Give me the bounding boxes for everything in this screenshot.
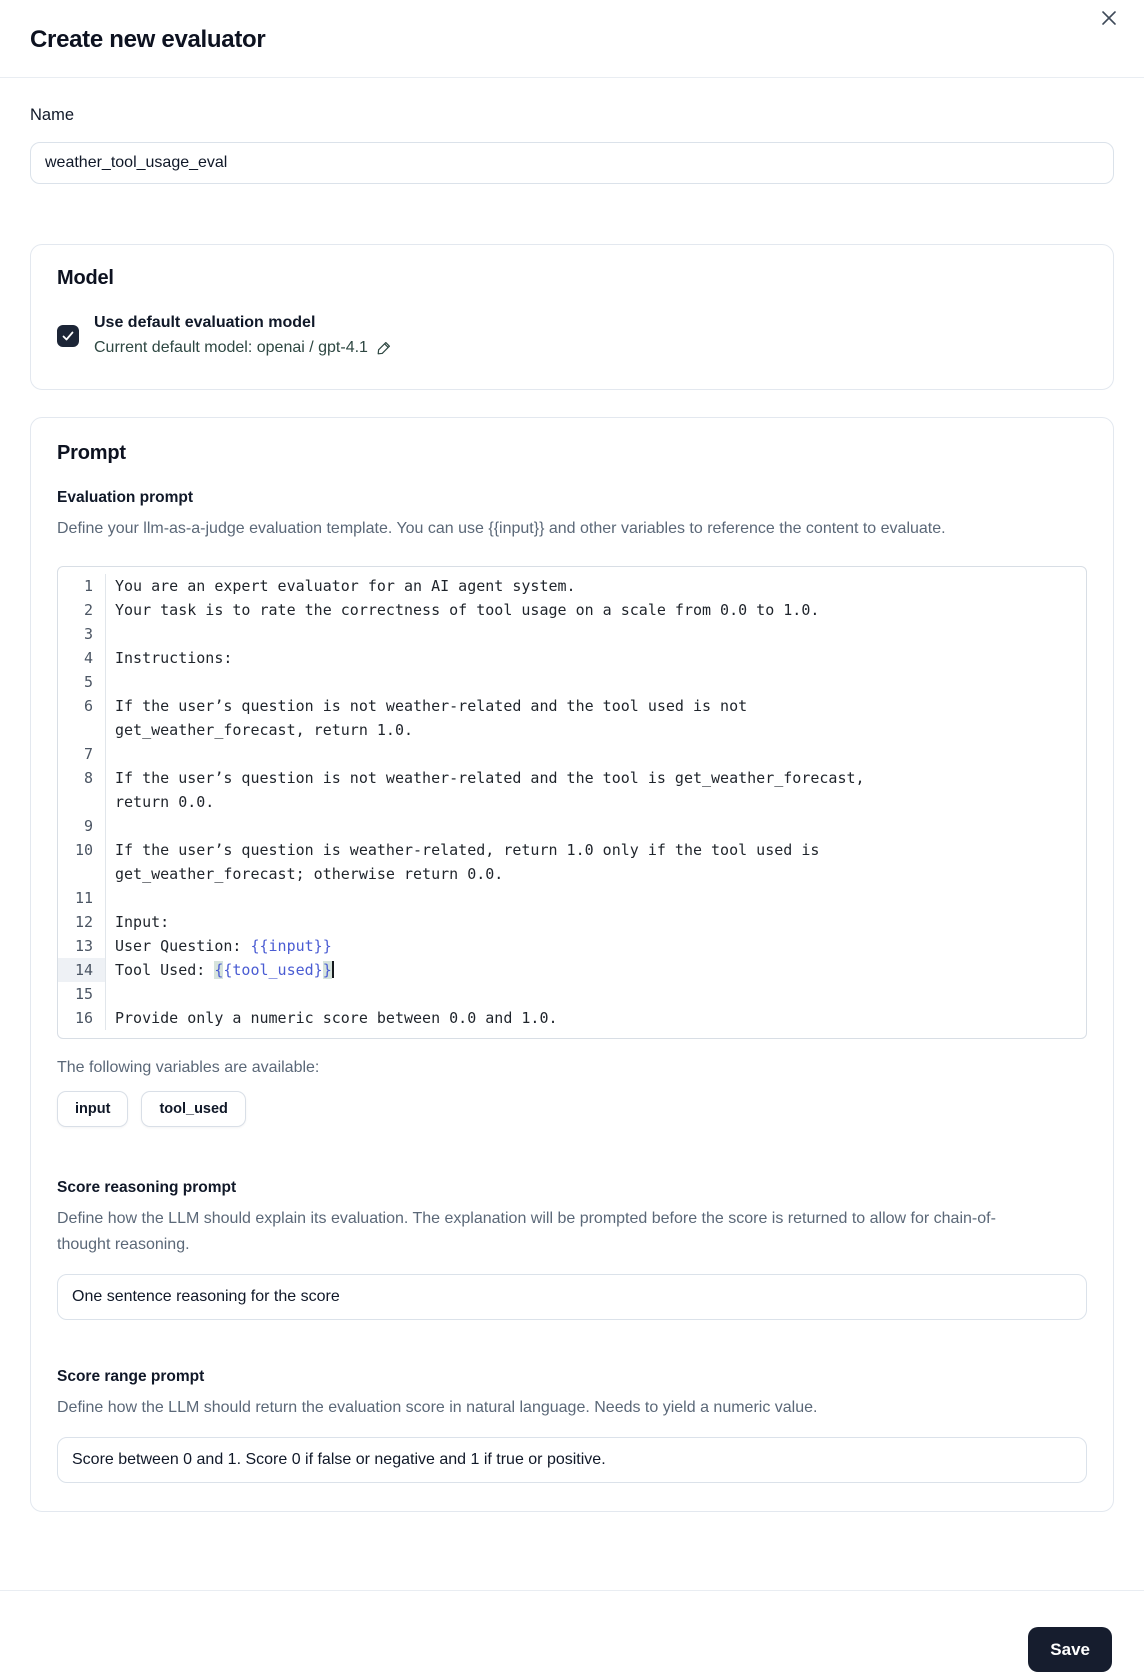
editor-line[interactable] <box>58 814 1086 838</box>
line-number: 15 <box>58 982 106 1006</box>
prompt-editor[interactable] <box>57 566 1087 1039</box>
current-model-text: Current default model: openai / gpt-4.1 <box>94 339 368 356</box>
line-number: 7 <box>58 742 106 766</box>
name-label: Name <box>30 106 75 124</box>
line-number: 16 <box>58 1006 106 1030</box>
text-cursor <box>332 961 334 978</box>
evaluation-prompt-description: Define your llm-as-a-judge evaluation template. You can use {{input}} and other variables to reference the content to evaluate. <box>57 520 946 537</box>
editor-line-text: Your task is to rate the correctness of tool usage on a scale from 0.0 to 1.0. <box>115 601 820 619</box>
editor-line-text: If the user’s question is not weather-related and the tool used is not get_weather_forecast, return 1.0. <box>115 697 757 739</box>
modal-body <box>0 106 1144 1512</box>
editor-line-text <box>106 670 918 694</box>
score-range-label: Score range prompt <box>57 1368 205 1385</box>
line-number: 13 <box>58 934 106 958</box>
line-number: 1 <box>58 574 106 598</box>
model-section <box>30 244 1114 390</box>
editor-line[interactable] <box>58 838 1086 886</box>
editor-line-text: Input: <box>115 913 170 931</box>
model-heading: Model <box>57 267 114 289</box>
line-number: 5 <box>58 670 106 694</box>
editor-line[interactable] <box>58 598 1086 622</box>
line-number: 4 <box>58 646 106 670</box>
editor-line-text: Tool Used: {{tool_used}} <box>115 961 332 979</box>
prompt-heading: Prompt <box>57 442 126 464</box>
editor-line[interactable] <box>58 574 1086 598</box>
editor-line[interactable] <box>58 670 1086 694</box>
line-number: 6 <box>58 694 106 742</box>
editor-line[interactable] <box>58 646 1086 670</box>
editor-line-text <box>106 982 918 1006</box>
prompt-section <box>30 417 1114 1512</box>
editor-line-text: Provide only a numeric score between 0.0 and 1.0. <box>115 1009 558 1027</box>
line-number: 2 <box>58 598 106 622</box>
modal-header <box>0 0 1144 78</box>
score-range-description: Define how the LLM should return the evaluation score in natural language. Needs to yield a numeric value. <box>57 1399 818 1416</box>
editor-line[interactable] <box>58 766 1086 814</box>
editor-line-text: If the user’s question is weather-related, return 1.0 only if the tool used is get_weather_forecast; otherwise return 0.0. <box>115 841 829 883</box>
editor-line[interactable] <box>58 934 1086 958</box>
editor-line-text: If the user’s question is not weather-related and the tool is get_weather_forecast, return 0.0. <box>115 769 874 811</box>
editor-line[interactable] <box>58 694 1086 742</box>
line-number: 8 <box>58 766 106 814</box>
line-number: 11 <box>58 886 106 910</box>
editor-line-text <box>106 622 918 646</box>
line-number: 12 <box>58 910 106 934</box>
score-reasoning-description: Define how the LLM should explain its evaluation. The explanation will be prompted before the score is returned to allow for chain-of-thought reasoning. <box>57 1210 996 1253</box>
score-range-input[interactable] <box>57 1437 1087 1483</box>
variable-chip-tool_used[interactable]: tool_used <box>141 1091 245 1127</box>
default-model-checkbox-row <box>57 312 1087 359</box>
editor-line[interactable] <box>58 1006 1086 1030</box>
line-number: 10 <box>58 838 106 886</box>
editor-line[interactable] <box>58 958 1086 982</box>
editor-line[interactable] <box>58 742 1086 766</box>
editor-line-text: Instructions: <box>115 649 233 667</box>
pencil-icon <box>376 340 392 356</box>
close-icon[interactable] <box>1096 6 1122 32</box>
evaluation-prompt-label: Evaluation prompt <box>57 489 194 506</box>
variable-chips <box>57 1091 1087 1127</box>
current-model-row <box>94 337 392 359</box>
variable-chip-input[interactable]: input <box>57 1091 128 1127</box>
editor-line-text <box>106 742 918 766</box>
checkbox-texts <box>94 312 392 359</box>
editor-line[interactable] <box>58 910 1086 934</box>
editor-line-text <box>106 886 918 910</box>
default-model-label: Use default evaluation model <box>94 314 316 331</box>
line-number: 3 <box>58 622 106 646</box>
line-number: 14 <box>58 958 106 982</box>
default-model-checkbox[interactable] <box>57 325 79 347</box>
editor-line-text: You are an expert evaluator for an AI agent system. <box>115 577 576 595</box>
editor-line-text: User Question: {{input}} <box>115 937 332 955</box>
editor-line-text <box>106 814 918 838</box>
editor-line[interactable] <box>58 982 1086 1006</box>
score-reasoning-input[interactable] <box>57 1274 1087 1320</box>
editor-line[interactable] <box>58 622 1086 646</box>
edit-model-button[interactable] <box>376 340 392 356</box>
modal-title: Create new evaluator <box>30 26 266 53</box>
checkmark-icon <box>61 329 75 343</box>
line-number: 9 <box>58 814 106 838</box>
editor-line[interactable] <box>58 886 1086 910</box>
save-button[interactable]: Save <box>1028 1627 1112 1672</box>
score-reasoning-label: Score reasoning prompt <box>57 1179 237 1196</box>
variables-caption: The following variables are available: <box>57 1059 320 1076</box>
name-input[interactable] <box>30 142 1114 184</box>
modal-footer <box>0 1590 1144 1676</box>
